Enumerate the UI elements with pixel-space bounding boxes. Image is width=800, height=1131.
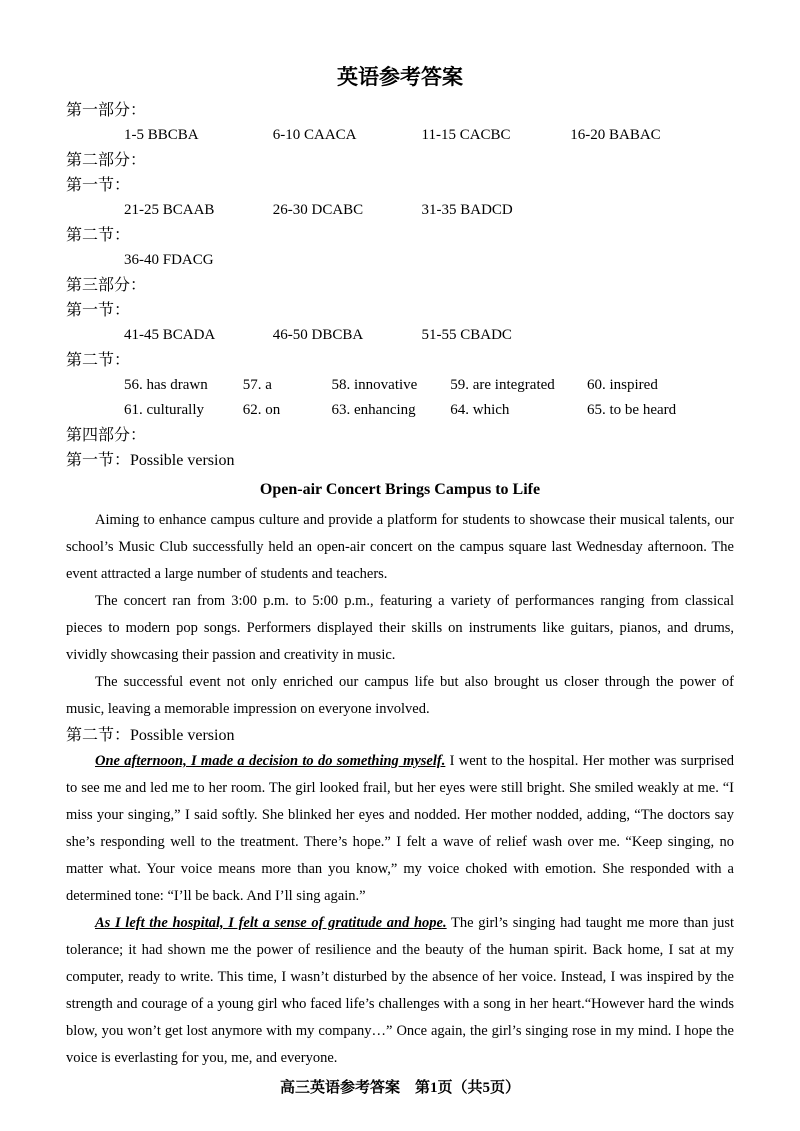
page-footer: 高三英语参考答案 第1页（共5页） <box>279 1080 520 1096</box>
part2-section1-answer-row <box>66 198 734 223</box>
answer-group: 46-50 DBCBA <box>272 327 364 343</box>
part3-section1-label: 第一节： <box>66 302 131 319</box>
answer-item: 60. inspired <box>587 377 658 393</box>
part2-section2-label: 第二节： <box>66 227 131 244</box>
essay1-paragraph-3: The successful event not only enriched our campus life but also brought us closer through the power of music, leaving a memorable impression on everyone involved. <box>66 674 734 717</box>
part2-label: 第二部分： <box>66 152 147 169</box>
part4-section1-label: 第一节：Possible version <box>66 452 235 469</box>
part3-section2-answer-row-1 <box>66 373 734 398</box>
answer-group: 36-40 FDACG <box>124 252 214 268</box>
part4-label: 第四部分： <box>66 427 147 444</box>
essay2-paragraph-2 <box>66 910 734 1072</box>
answer-group: 11-15 CACBC <box>421 127 511 143</box>
answer-group: 21-25 BCAAB <box>124 202 215 218</box>
essay1-paragraph-2: The concert ran from 3:00 p.m. to 5:00 p.m., featuring a variety of performances ranging from classical pieces to modern pop songs. Performers displayed their skills on instruments like guitars, pianos, and drums, vividly showcasing their passion and creativity in music. <box>66 593 734 663</box>
answer-item: 57. a <box>242 377 272 393</box>
part2-section1-label: 第一节： <box>66 177 131 194</box>
part3-section2-answer-row-2 <box>66 398 734 423</box>
part1-label: 第一部分： <box>66 102 147 119</box>
part3-section1-answer-row <box>66 323 734 348</box>
answer-item: 59. are integrated <box>450 377 555 393</box>
essay2-paragraph-2-text: The girl’s singing had taught me more than just tolerance; it had shown me the power of resilience and the beauty of the human spirit. Back home, I sat at my computer, ready to write. This time, I wasn’t disturbed by the absence of her voice. Instead, I was inspired by the strength and courage of a young girl who faced life’s challenges with a song in her heart.“However hard the winds blow, you won’t get lost anymore with my company…” Once again, the girl’s singing rose in my mind. I hope the voice is everlasting for you, me, and everyone. <box>66 915 734 1066</box>
answer-item: 58. innovative <box>331 377 418 393</box>
answer-item: 63. enhancing <box>331 402 416 418</box>
given-sentence-1: One afternoon, I made a decision to do something myself. <box>95 753 446 769</box>
document-title: 英语参考答案 <box>337 65 463 89</box>
answer-item: 61. culturally <box>124 402 204 418</box>
essay1-paragraph-1: Aiming to enhance campus culture and provide a platform for students to showcase their musical talents, our school’s Music Club successfully held an open-air concert on the campus square last Wednesday afternoon. The event attracted a large number of students and teachers. <box>66 512 734 582</box>
answer-group: 51-55 CBADC <box>421 327 512 343</box>
given-sentence-2: As I left the hospital, I felt a sense of gratitude and hope. <box>95 915 447 931</box>
part3-section2-label: 第二节： <box>66 352 131 369</box>
answer-group: 1-5 BBCBA <box>124 127 199 143</box>
answer-item: 65. to be heard <box>587 402 677 418</box>
essay1-title: Open-air Concert Brings Campus to Life <box>259 481 541 498</box>
answer-group: 6-10 CAACA <box>272 127 357 143</box>
part4-section2-label: 第二节：Possible version <box>66 727 235 744</box>
part1-answer-row <box>66 123 734 148</box>
answer-item: 56. has drawn <box>124 377 208 393</box>
answer-group: 16-20 BABAC <box>570 127 661 143</box>
answer-group: 41-45 BCADA <box>124 327 216 343</box>
answer-group: 31-35 BADCD <box>421 202 513 218</box>
part2-section2-answer-row <box>66 248 734 273</box>
answer-item: 64. which <box>450 402 510 418</box>
answer-group: 26-30 DCABC <box>272 202 364 218</box>
essay2-paragraph-1 <box>66 748 734 910</box>
essay2-paragraph-1-text: I went to the hospital. Her mother was surprised to see me and led me to her room. The girl looked frail, but her eyes were still bright. She smiled weakly at me. “I miss your singing,” I said softly. She blinked her eyes and nodded. Her mother nodded, adding, “The doctors say she’s responding well to the treatment. There’s hope.” I felt a wave of relief wash over me. “Keep singing, no matter what. Your voice means more than you know,” my voice choked with emotion. She responded with a determined tone: “I’ll be back. And I’ll sing again.” <box>66 753 734 904</box>
part3-label: 第三部分： <box>66 277 147 294</box>
answer-item: 62. on <box>242 402 281 418</box>
